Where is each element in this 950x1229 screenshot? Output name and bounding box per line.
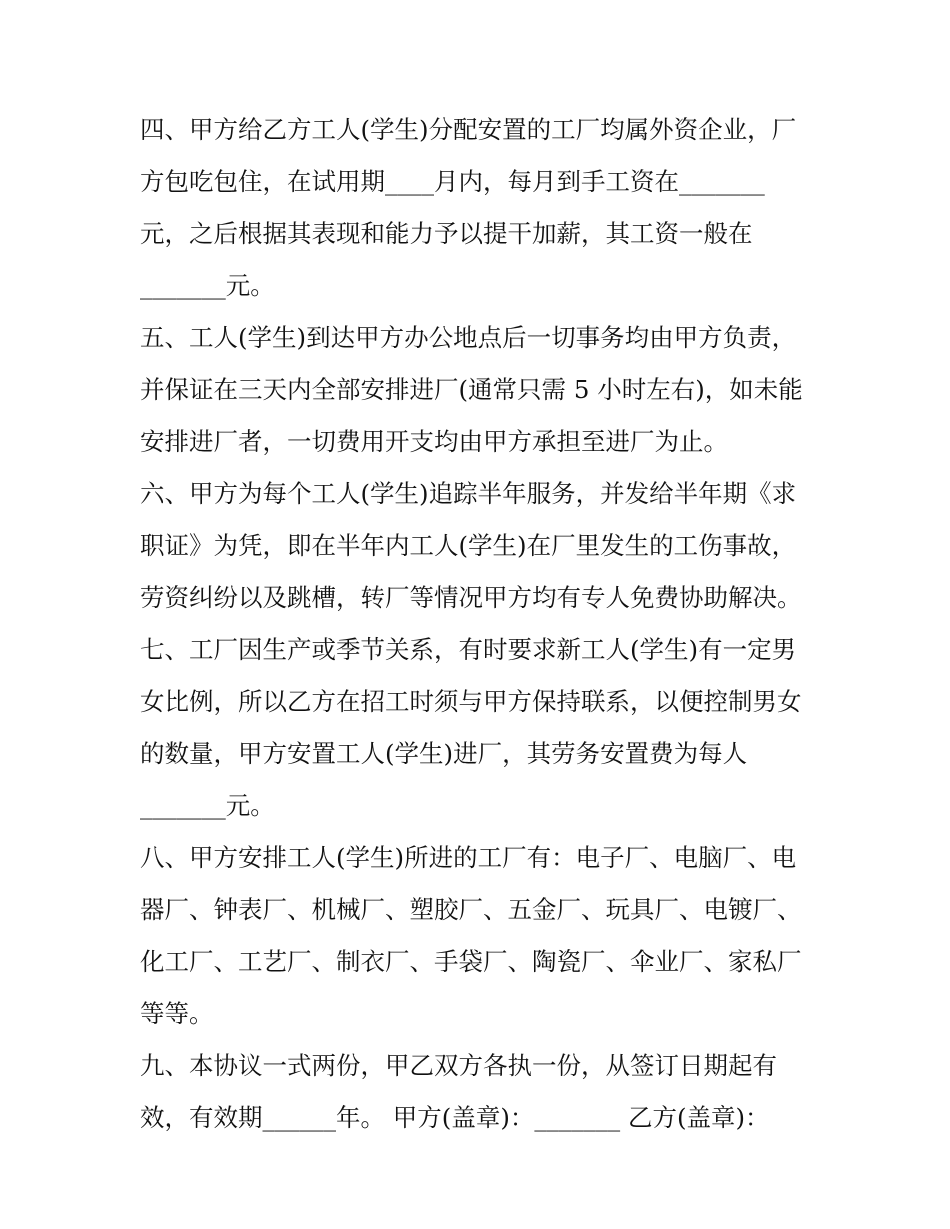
- paragraph-line: 化工厂、工艺厂、制衣厂、手袋厂、陶瓷厂、伞业厂、家私厂: [140, 947, 802, 976]
- paragraph-line: 六、甲方为每个工人(学生)追踪半年服务，并发给半年期《求: [140, 479, 797, 508]
- clause-6-paragraph: [140, 468, 820, 624]
- clause-8-paragraph: [140, 832, 820, 1040]
- paragraph-line: 五、工人(学生)到达甲方办公地点后一切事务均由甲方负责，: [140, 323, 797, 352]
- paragraph-line: 女比例，所以乙方在招工时须与甲方保持联系，以便控制男女: [140, 687, 802, 716]
- clause-4-paragraph: [140, 104, 820, 312]
- paragraph-line: 八、甲方安排工人(学生)所进的工厂有：电子厂、电脑厂、电: [140, 843, 797, 872]
- clause-7-paragraph: [140, 624, 820, 832]
- paragraph-line: 并保证在三天内全部安排进厂(通常只需 5 小时左右)，如未能: [140, 375, 803, 404]
- clause-5-paragraph: [140, 312, 820, 468]
- document-body: [140, 104, 820, 1144]
- paragraph-line: 职证》为凭，即在半年内工人(学生)在厂里发生的工伤事故，: [140, 531, 797, 560]
- paragraph-line: 劳资纠纷以及跳槽，转厂等情况甲方均有专人免费协助解决。: [140, 583, 802, 612]
- clause-9-paragraph: [140, 1040, 820, 1144]
- paragraph-line: 元，之后根据其表现和能力予以提干加薪，其工资一般在: [140, 219, 753, 248]
- paragraph-line: 效，有效期______年。 甲方(盖章)：_______ 乙方(盖章)：: [140, 1103, 770, 1132]
- paragraph-line: _______元。: [140, 791, 275, 820]
- paragraph-line: _______元。: [140, 271, 275, 300]
- paragraph-line: 方包吃包住，在试用期____月内，每月到手工资在_______: [140, 167, 765, 196]
- paragraph-line: 器厂、钟表厂、机械厂、塑胶厂、五金厂、玩具厂、电镀厂、: [140, 895, 802, 924]
- paragraph-line: 四、甲方给乙方工人(学生)分配安置的工厂均属外资企业，厂: [140, 115, 797, 144]
- paragraph-line: 等等。: [140, 999, 214, 1028]
- paragraph-line: 安排进厂者，一切费用开支均由甲方承担至进厂为止。: [140, 427, 728, 456]
- paragraph-line: 九、本协议一式两份，甲乙双方各执一份，从签订日期起有: [140, 1051, 777, 1080]
- paragraph-line: 七、工厂因生产或季节关系，有时要求新工人(学生)有一定男: [140, 635, 797, 664]
- paragraph-line: 的数量，甲方安置工人(学生)进厂，其劳务安置费为每人: [140, 739, 748, 768]
